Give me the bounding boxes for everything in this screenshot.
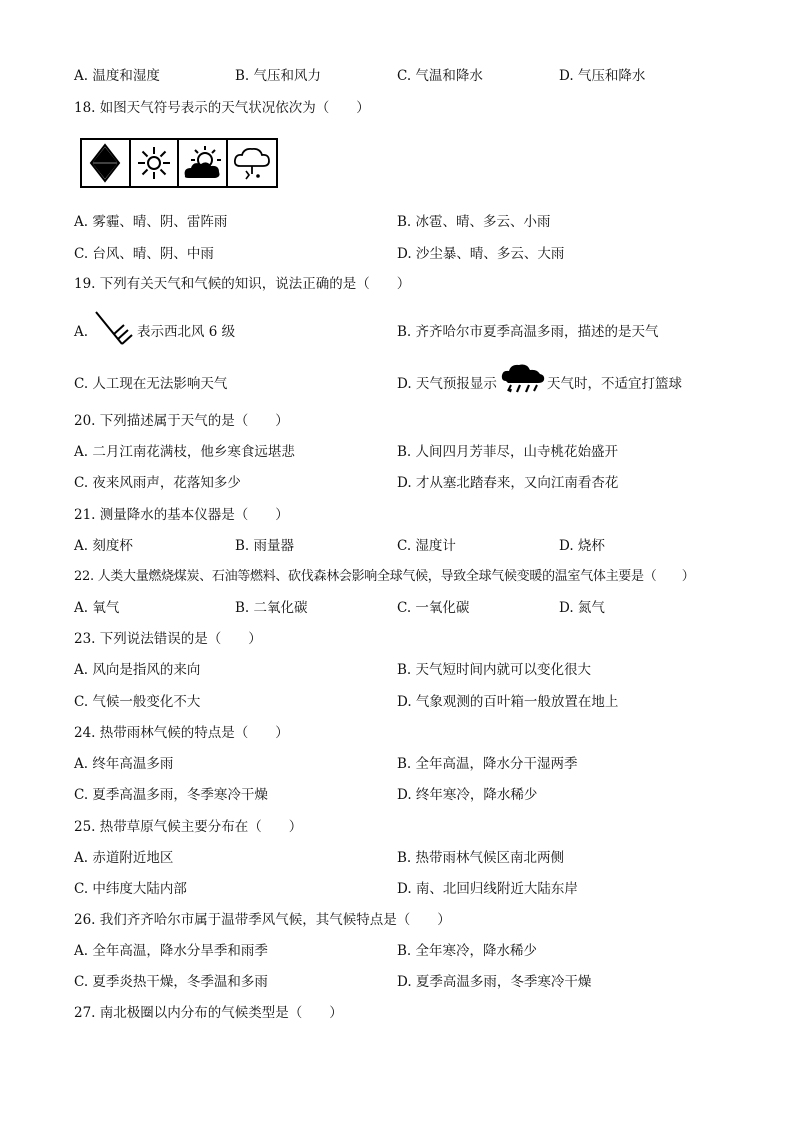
q26-option-a: A. 全年高温，降水分旱季和雨季 bbox=[74, 943, 268, 959]
rain-cloud-icon bbox=[228, 140, 276, 186]
q20-option-d: D. 才从塞北踏春来，又向江南看杏花 bbox=[397, 475, 619, 491]
thunderstorm-icon bbox=[500, 361, 546, 397]
q26-option-c: C. 夏季炎热干燥，冬季温和多雨 bbox=[74, 974, 268, 990]
q25-option-b: B. 热带雨林气候区南北两侧 bbox=[397, 850, 565, 866]
q21-stem: 21. 测量降水的基本仪器是（ ） bbox=[74, 507, 289, 523]
q17-option-d: D. 气压和降水 bbox=[559, 68, 646, 84]
q25-stem: 25. 热带草原气候主要分布在（ ） bbox=[74, 819, 303, 835]
wind-barb-icon bbox=[92, 308, 136, 352]
q22-option-b: B. 二氧化碳 bbox=[235, 600, 308, 616]
q26-option-b: B. 全年寒冷，降水稀少 bbox=[397, 943, 538, 959]
q25-option-d: D. 南、北回归线附近大陆东岸 bbox=[397, 881, 578, 897]
q24-option-c: C. 夏季高温多雨，冬季寒冷干燥 bbox=[74, 787, 268, 803]
q24-option-b: B. 全年高温，降水分干湿两季 bbox=[397, 756, 578, 772]
q20-option-b: B. 人间四月芳菲尽，山寺桃花始盛开 bbox=[397, 444, 619, 460]
q23-option-a: A. 风向是指风的来向 bbox=[74, 662, 201, 678]
q19-stem: 19. 下列有关天气和气候的知识，说法正确的是（ ） bbox=[74, 276, 411, 292]
q17-option-a: A. 温度和湿度 bbox=[74, 68, 160, 84]
q19-option-d-prefix: D. 天气预报显示 bbox=[397, 376, 497, 392]
q21-option-d: D. 烧杯 bbox=[559, 538, 605, 554]
q24-option-a: A. 终年高温多雨 bbox=[74, 756, 174, 772]
q22-option-a: A. 氧气 bbox=[74, 600, 120, 616]
q21-option-b: B. 雨量器 bbox=[235, 538, 295, 554]
q18-option-d: D. 沙尘暴、晴、多云、大雨 bbox=[397, 246, 565, 262]
q27-stem: 27. 南北极圈以内分布的气候类型是（ ） bbox=[74, 1005, 343, 1021]
q26-stem: 26. 我们齐齐哈尔市属于温带季风气候，其气候特点是（ ） bbox=[74, 912, 451, 928]
q19-option-b: B. 齐齐哈尔市夏季高温多雨，描述的是天气 bbox=[397, 324, 659, 340]
q24-option-d: D. 终年寒冷，降水稀少 bbox=[397, 787, 538, 803]
q22-option-d: D. 氮气 bbox=[559, 600, 605, 616]
q18-option-a: A. 雾霾、晴、阴、雷阵雨 bbox=[74, 214, 228, 230]
q23-option-c: C. 气候一般变化不大 bbox=[74, 694, 201, 710]
sandstorm-icon bbox=[82, 140, 131, 186]
q18-option-b: B. 冰雹、晴、多云、小雨 bbox=[397, 214, 551, 230]
q22-stem: 22. 人类大量燃烧煤炭、石油等燃料、砍伐森林会影响全球气候，导致全球气候变暖的温室气体主要是（ ） bbox=[74, 569, 695, 584]
q19-option-d-text: 天气时，不适宜打篮球 bbox=[547, 376, 682, 392]
q21-option-c: C. 湿度计 bbox=[397, 538, 456, 554]
q19-option-a-prefix: A. bbox=[74, 324, 89, 340]
q23-option-d: D. 气象观测的百叶箱一般放置在地上 bbox=[397, 694, 619, 710]
q26-option-d: D. 夏季高温多雨，冬季寒冷干燥 bbox=[397, 974, 592, 990]
q21-option-a: A. 刻度杯 bbox=[74, 538, 133, 554]
q24-stem: 24. 热带雨林气候的特点是（ ） bbox=[74, 725, 289, 741]
q17-option-c: C. 气温和降水 bbox=[397, 68, 483, 84]
q22-option-c: C. 一氧化碳 bbox=[397, 600, 470, 616]
q25-option-c: C. 中纬度大陆内部 bbox=[74, 881, 187, 897]
q25-option-a: A. 赤道附近地区 bbox=[74, 850, 174, 866]
q19-option-a-text: 表示西北风 6 级 bbox=[137, 324, 236, 340]
q19-option-c: C. 人工现在无法影响天气 bbox=[74, 376, 228, 392]
q18-option-c: C. 台风、晴、阴、中雨 bbox=[74, 246, 214, 262]
q23-stem: 23. 下列说法错误的是（ ） bbox=[74, 631, 262, 647]
q17-option-b: B. 气压和风力 bbox=[235, 68, 322, 84]
q18-weather-symbols bbox=[80, 138, 278, 188]
q20-stem: 20. 下列描述属于天气的是（ ） bbox=[74, 413, 289, 429]
q23-option-b: B. 天气短时间内就可以变化很大 bbox=[397, 662, 592, 678]
q20-option-a: A. 二月江南花满枝，他乡寒食远堪悲 bbox=[74, 444, 295, 460]
partly-cloudy-icon bbox=[179, 140, 228, 186]
sunny-icon bbox=[131, 140, 180, 186]
q18-stem: 18. 如图天气符号表示的天气状况依次为（ ） bbox=[74, 100, 370, 116]
q20-option-c: C. 夜来风雨声，花落知多少 bbox=[74, 475, 241, 491]
